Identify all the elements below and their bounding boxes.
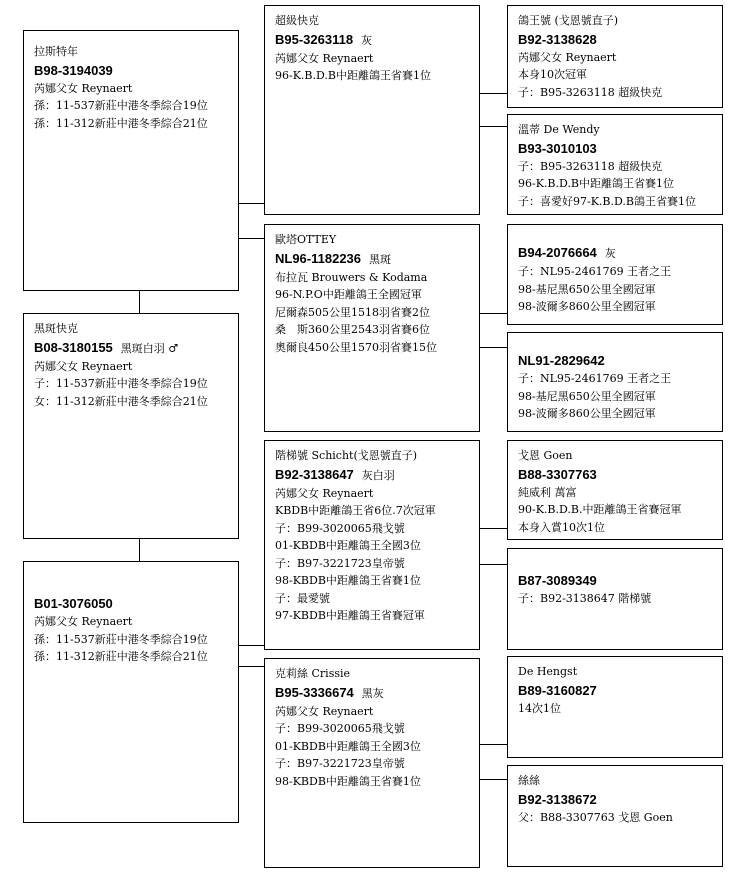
pigeon-name: 溫蒂 De Wendy — [518, 123, 600, 136]
detail-line: 孫：11-537新莊中港冬季綜合19位 — [34, 632, 208, 646]
detail-line: 01-KBDB中距離鴿王全國3位 — [275, 539, 421, 552]
detail-line: 子：NL95-2461769 王者之王 — [518, 265, 672, 278]
connector-line — [480, 93, 507, 94]
detail-line: 女：11-312新莊中港冬季綜合21位 — [34, 394, 208, 408]
connector-line — [239, 666, 264, 667]
detail-line: 97-KBDB中距離鴿王省賽冠軍 — [275, 609, 425, 622]
ring-number: B95-3263118 灰 — [275, 31, 373, 47]
pigeon-card-gen3-g — [507, 656, 723, 758]
feather-color: 灰白羽 — [361, 468, 395, 482]
detail-line: 奧爾良450公里1570羽省賽15位 — [275, 340, 437, 354]
detail-line: 子：B92-3138647 階梯號 — [518, 592, 652, 605]
pigeon-name: 超級快克 — [275, 14, 319, 27]
detail-line: 子：B97-3221723皇帝號 — [275, 556, 405, 570]
ring-number: B95-3336674 黑灰 — [275, 684, 384, 700]
pigeon-card-gen2-a — [264, 5, 480, 215]
detail-line: 本身入賞10次1位 — [518, 520, 605, 534]
detail-line: 子：B95-3263118 超級快克 — [518, 159, 663, 173]
pigeon-card-gen3-h — [507, 765, 723, 867]
detail-line: 子：11-537新莊中港冬季綜合19位 — [34, 377, 208, 390]
detail-line: 子：B97-3221723皇帝號 — [275, 757, 405, 770]
pigeon-card-gen2-c — [264, 440, 480, 650]
detail-line: 布拉瓦 Brouwers & Kodama — [275, 270, 428, 284]
ring-number: NL91-2829642 — [518, 353, 605, 368]
detail-line: 芮娜父女 Reynaert — [34, 359, 133, 373]
detail-line: 96-K.B.D.B中距離鴿王省賽1位 — [275, 69, 432, 82]
detail-line: 純威利 萬富 — [518, 485, 577, 499]
connector-line — [139, 539, 140, 561]
pigeon-name: De Hengst — [518, 665, 578, 678]
connector-line — [480, 313, 507, 314]
detail-line: 芮娜父女 Reynaert — [275, 486, 374, 500]
pigeon-card-gen3-d — [507, 332, 723, 432]
ring-number: B92-3138628 — [518, 31, 597, 47]
detail-line: 子：喜愛好97-K.B.D.B鴿王省賽1位 — [518, 194, 697, 208]
connector-line — [239, 645, 264, 646]
pigeon-name: 階梯號 Schicht(戈恩號直子) — [275, 449, 418, 462]
detail-line: 芮娜父女 Reynaert — [518, 50, 617, 64]
pigeon-name: 克莉絲 Crissie — [275, 667, 351, 680]
detail-line: 芮娜父女 Reynaert — [34, 615, 133, 628]
detail-line: 98-波爾多860公里全國冠軍 — [518, 407, 656, 420]
ring-number: B89-3160827 — [518, 682, 597, 698]
connector-line — [480, 779, 507, 780]
connector-line — [480, 126, 507, 127]
pigeon-card-gen3-b — [507, 114, 723, 215]
detail-line: 孫：11-537新莊中港冬季綜合19位 — [34, 99, 208, 112]
pigeon-name: 拉斯特年 — [34, 45, 78, 58]
feather-color: 黑灰 — [361, 686, 384, 700]
detail-line: 96-N.P.O中距離鴿王全國冠軍 — [275, 288, 422, 301]
connector-line — [239, 238, 264, 239]
pigeon-name: 黑斑快克 — [34, 322, 78, 335]
detail-line: 尼爾森505公里1518羽省賽2位 — [275, 305, 430, 319]
pigeon-name: 鴿王號 (戈恩號直子) — [518, 14, 619, 27]
connector-line — [139, 291, 140, 313]
feather-color: 灰 — [361, 33, 373, 47]
pigeon-name: 戈恩 Goen — [518, 449, 573, 462]
connector-line — [480, 564, 507, 565]
detail-line: 子：B95-3263118 超級快克 — [518, 85, 663, 99]
pigeon-name: 絲絲 — [518, 774, 540, 787]
ring-number: B88-3307763 — [518, 466, 597, 482]
pigeon-card-gen3-a — [507, 5, 723, 108]
connector-line — [480, 347, 507, 348]
detail-line: 98-基尼黑650公里全國冠軍 — [518, 282, 656, 296]
detail-line: 子：最愛號 — [275, 591, 330, 605]
detail-line: 芮娜父女 Reynaert — [275, 704, 374, 718]
detail-line: 孫：11-312新莊中港冬季綜合21位 — [34, 650, 208, 663]
ring-number: B94-2076664 灰 — [518, 245, 616, 260]
pigeon-card-gen3-f — [507, 548, 723, 650]
detail-line: 98-波爾多860公里全國冠軍 — [518, 300, 656, 313]
ring-number: B01-3076050 — [34, 596, 113, 611]
detail-line: 子：B99-3020065飛戈號 — [275, 521, 405, 535]
feather-color: 灰 — [604, 247, 616, 260]
feather-color: 黑斑 — [369, 252, 392, 266]
detail-line: 芮娜父女 Reynaert — [275, 51, 374, 65]
connector-line — [239, 203, 264, 204]
detail-line: 子：B99-3020065飛戈號 — [275, 722, 405, 735]
detail-line: 98-KBDB中距離鴿王省賽1位 — [275, 774, 421, 788]
detail-line: 孫：11-312新莊中港冬季綜合21位 — [34, 116, 208, 130]
pigeon-card-gen2-d — [264, 658, 480, 868]
detail-line: 98-基尼黑650公里全國冠軍 — [518, 389, 656, 403]
detail-line: 芮娜父女 Reynaert — [34, 81, 133, 95]
connector-line — [480, 744, 507, 745]
detail-line: 96-K.B.D.B中距離鴿王省賽1位 — [518, 177, 675, 190]
pigeon-card-gen3-e — [507, 440, 723, 540]
ring-number: B08-3180155 黑斑白羽 ♂ — [34, 339, 179, 355]
detail-line: 01-KBDB中距離鴿王全國3位 — [275, 739, 421, 753]
ring-number: B93-3010103 — [518, 140, 597, 156]
pigeon-card-gen1-c — [23, 561, 239, 823]
ring-number: B92-3138672 — [518, 791, 597, 807]
detail-line: 子：NL95-2461769 王者之王 — [518, 372, 672, 385]
detail-line: 14次1位 — [518, 701, 561, 715]
detail-line: KBDB中距離鴿王省6位.7次冠軍 — [275, 504, 436, 517]
detail-line: 98-KBDB中距離鴿王省賽1位 — [275, 574, 421, 587]
feather-color: 黑斑白羽 ♂ — [120, 341, 179, 355]
detail-line: 桑 斯360公里2543羽省賽6位 — [275, 323, 430, 336]
detail-line: 本身10次冠軍 — [518, 68, 587, 81]
ring-number: B92-3138647 灰白羽 — [275, 466, 395, 482]
detail-line: 90-K.B.D.B.中距離鴿王省賽冠軍 — [518, 503, 682, 516]
pigeon-name: 歐塔OTTEY — [275, 233, 337, 246]
detail-line: 父：B88-3307763 戈恩 Goen — [518, 810, 673, 824]
pigeon-card-gen1-a — [23, 30, 239, 291]
pigeon-card-gen1-b — [23, 313, 239, 539]
ring-number: NL96-1182236 黑斑 — [275, 250, 392, 266]
pigeon-card-gen2-b — [264, 224, 480, 432]
ring-number: B98-3194039 — [34, 62, 113, 78]
pigeon-card-gen3-c — [507, 224, 723, 325]
ring-number: B87-3089349 — [518, 573, 597, 588]
connector-line — [480, 528, 507, 529]
